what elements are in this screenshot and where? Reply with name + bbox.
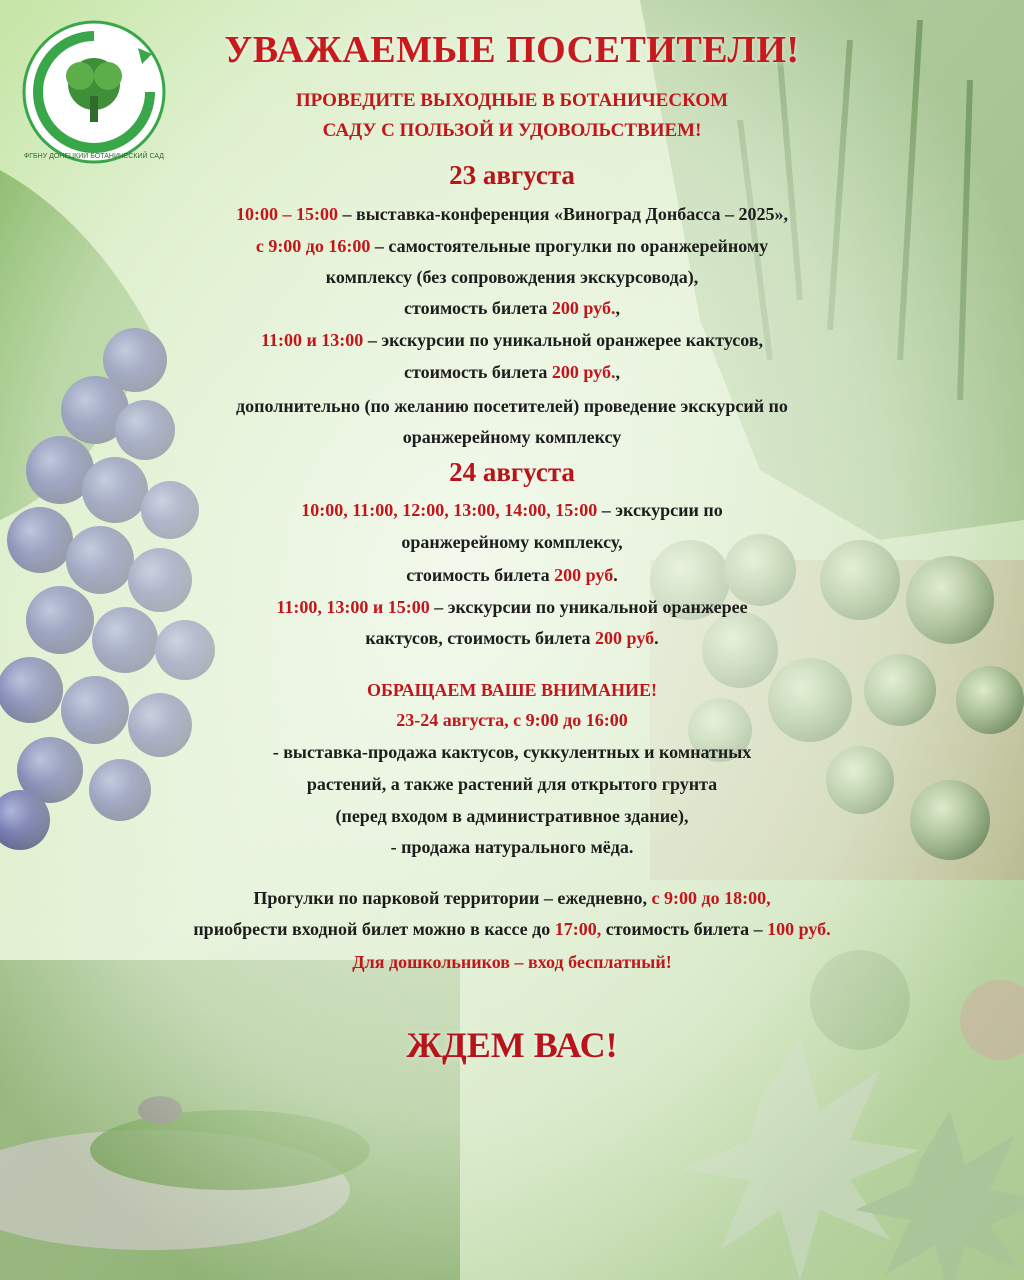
day1-line-2 [0, 236, 1024, 257]
day2-line-4 [0, 597, 1024, 618]
punctuation: . [654, 628, 659, 648]
time-range: с 9:00 до 18:00, [651, 888, 771, 908]
event-text: – экскурсии по уникальной оранжерее кактусов, [363, 330, 764, 350]
day1-line-5 [0, 330, 1024, 351]
day1-line-3: комплексу (без сопровождения экскурсовода), [325, 267, 699, 287]
price-label: стоимость билета [406, 565, 555, 585]
day1-line-1 [0, 204, 1024, 225]
park-line-1 [0, 888, 1024, 909]
notice-line-1: - выставка-продажа кактусов, суккулентных и комнатных [272, 742, 752, 762]
logo-ring-text: ФГБНУ ДОНЕЦКИЙ БОТАНИЧЕСКИЙ САД [23, 153, 165, 160]
time-range: 11:00 и 13:00 [260, 330, 364, 350]
day1-line-6 [0, 362, 1024, 383]
subtitle-line-1: ПРОВЕДИТЕ ВЫХОДНЫЕ В БОТАНИЧЕСКОМ [295, 90, 729, 111]
punctuation: , [615, 362, 620, 382]
notice-line-2: растений, а также растений для открытого грунта [306, 774, 718, 794]
park-text: стоимость билета – [601, 919, 768, 939]
day2-line-3 [0, 565, 1024, 586]
event-text: – экскурсии по [597, 500, 723, 520]
date-heading-aug-23: 23 августа [449, 160, 575, 190]
punctuation: , [615, 298, 620, 318]
price-label: кактусов, стоимость билета [365, 628, 596, 648]
park-text: приобрести входной билет можно в кассе до [193, 919, 555, 939]
time-range: 11:00, 13:00 и 15:00 [276, 597, 430, 617]
day2-line-1 [0, 500, 1024, 521]
event-text: – самостоятельные прогулки по оранжерейному [370, 236, 769, 256]
price-value: 200 руб [595, 628, 655, 648]
subtitle-line-2: САДУ С ПОЛЬЗОЙ И УДОВОЛЬСТВИЕМ! [322, 120, 702, 141]
day1-line-8: оранжерейному комплексу [402, 427, 622, 447]
page-title: УВАЖАЕМЫЕ ПОСЕТИТЕЛИ! [224, 29, 800, 71]
day1-line-4 [0, 298, 1024, 319]
free-entry-note: Для дошкольников – вход бесплатный! [352, 952, 672, 972]
park-line-2 [0, 919, 1024, 940]
notice-heading: ОБРАЩАЕМ ВАШЕ ВНИМАНИЕ! [367, 680, 657, 700]
punctuation: . [613, 565, 618, 585]
price-value: 200 руб. [551, 362, 616, 382]
time-range: с 9:00 до 16:00 [255, 236, 371, 256]
date-heading-aug-24: 24 августа [449, 457, 575, 487]
time-range: 10:00, 11:00, 12:00, 13:00, 14:00, 15:00 [301, 500, 598, 520]
park-text: Прогулки по парковой территории – ежедневно, [253, 888, 652, 908]
time-range: 10:00 – 15:00 [236, 204, 339, 224]
notice-dates: 23-24 августа, с 9:00 до 16:00 [396, 710, 628, 730]
day2-line-5 [0, 628, 1024, 649]
notice-line-3: (перед входом в административное здание), [335, 806, 689, 826]
day2-line-2: оранжерейному комплексу, [401, 532, 623, 552]
price-label: стоимость билета [404, 362, 552, 382]
event-text: – экскурсии по уникальной оранжерее [429, 597, 748, 617]
price-value: 100 руб. [767, 919, 831, 939]
time-value: 17:00, [554, 919, 602, 939]
closing-cta: ЖДЕМ ВАС! [406, 1025, 618, 1065]
day1-line-7: дополнительно (по желанию посетителей) проведение экскурсий по [236, 396, 788, 416]
price-value: 200 руб. [551, 298, 616, 318]
notice-line-4: - продажа натурального мёда. [390, 837, 634, 857]
price-value: 200 руб [554, 565, 614, 585]
event-text: – выставка-конференция «Виноград Донбасса – 2025», [338, 204, 788, 224]
price-label: стоимость билета [404, 298, 552, 318]
